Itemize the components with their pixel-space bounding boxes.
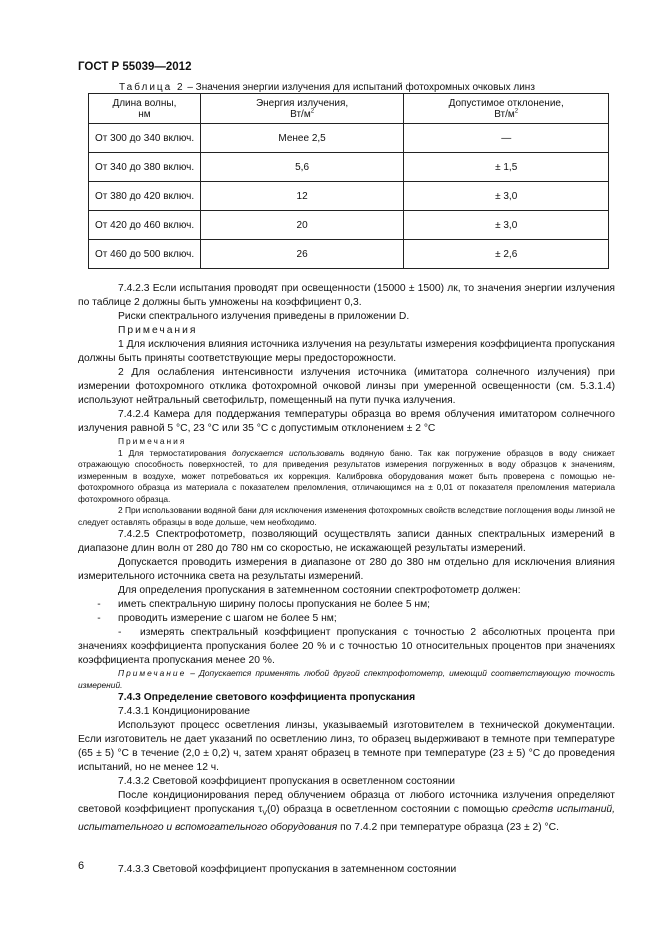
- cell-energy: Менее 2,5: [200, 124, 404, 153]
- cell-wavelength: От 340 до 380 включ.: [89, 153, 201, 182]
- table-row: [89, 182, 609, 211]
- cell-tolerance: ± 1,5: [404, 153, 609, 182]
- paragraph-7-4-3-2: После кондиционирования перед облучением образца от любого источника излучения определяют световой коэффициент пропускания $\tau_V(0)$ образца в осветленном состоянии с помощью средств испытаний, испытательного и вспомогательного оборудования по 7.4.2 при температуре образца (23 ± 2) °С.: [78, 790, 616, 834]
- table-row: [89, 211, 609, 240]
- table-header-row: [89, 94, 609, 124]
- cell-wavelength: От 420 до 460 включ.: [89, 211, 201, 240]
- paragraph-7-4-3-1: Используют процесс осветления линзы, указываемый изготовителем в технической документации. Если изготовитель не дает указаний по осветлению линз, то образец выдерживают в темноте при температуре (65 ± 5) °С в течение (2,0 ± 0,2) ч, затем хранят образец в темноте при температуре (23 ± 5) °С до проведения испытаний, но не менее 12 ч.: [78, 720, 615, 773]
- paragraph-7-4-2-5: 7.4.2.5 Спектрофотометр, позволяющий осуществлять записи данных спектральных измерений в диапазоне длин волн от 280 до 780 нм со скоростью, не искажающей результаты измерений.: [78, 529, 615, 554]
- heading-7-4-3-2: 7.4.3.2 Световой коэффициент пропускания в осветленном состоянии: [118, 776, 456, 787]
- radiation-energy-table: [88, 93, 609, 269]
- cell-wavelength: От 380 до 420 включ.: [89, 182, 201, 211]
- cell-tolerance: ± 2,6: [404, 240, 609, 269]
- note-2: 2 Для ослабления интенсивности излучения источника (имитатора солнечного излучения) при измерении фотохромного отклика фотохромной очковой линзы при умеренной освещенности (см. 5.3.1.4) используют нейтральный светофильтр, помещенный на пути пучка излучения.: [78, 367, 615, 406]
- table-caption: [119, 82, 535, 93]
- cell-tolerance: ± 3,0: [404, 211, 609, 240]
- paragraph-dark-state: Для определения пропускания в затемненном состоянии спектрофотометр должен:: [118, 585, 521, 596]
- table-caption-text: – Значения энергии излучения для испытаний фотохромных очковых линз: [184, 82, 535, 93]
- heading-7-4-3-3: 7.4.3.3 Световой коэффициент пропускания в затемненном состоянии: [118, 864, 457, 876]
- paragraph-risks: Риски спектрального излучения приведены в приложении D.: [118, 311, 410, 322]
- paragraph-allowed-range: Допускается проводить измерения в диапазоне от 280 до 380 нм отдельно для исключения влияния измерительного источника света на результаты измерений.: [78, 557, 615, 582]
- cell-energy: 12: [200, 182, 404, 211]
- paragraph-7-4-2-4: 7.4.2.4 Камера для поддержания температуры образца во время облучения имитатором солнечного излучения равной 5 °С, 23 °С или 35 °С с допустимым отклонением ± 2 °С: [78, 409, 615, 434]
- paragraph-7-4-2-3: 7.4.2.3 Если испытания проводят при освещенности (15000 ± 1500) лк, то значения энергии излучения по таблице 2 должны быть умножены на коэффициент 0,3.: [78, 283, 615, 308]
- column-header-tolerance: Допустимое отклонение, $Вт/м^2$: [404, 94, 609, 124]
- table-caption-prefix: Таблица 2: [119, 82, 185, 93]
- cell-energy: 5,6: [200, 153, 404, 182]
- table-row: [89, 240, 609, 269]
- table-row: [89, 153, 609, 182]
- note-1: 1 Для исключения влияния источника излучения на результаты измерения коэффициента пропускания должны быть приняты соответствующие меры предосторожности.: [78, 339, 615, 364]
- column-header-wavelength: Длина волны, нм: [89, 94, 201, 124]
- heading-7-4-3-1: 7.4.3.1 Кондиционирование: [118, 706, 251, 717]
- notes-title-small: Примечания: [118, 436, 187, 446]
- notes-title: Примечания: [118, 325, 198, 336]
- standard-header: ГОСТ Р 55039—2012: [78, 61, 192, 73]
- small-note-2: 2 При использовании водяной бани для исключения изменения фотохромных свойств вследствие поглощения воды линзой не следует оставлять образцы в воде дольше, чем необходимо.: [78, 505, 615, 527]
- cell-energy: 20: [200, 211, 404, 240]
- list-item-3: - измерять спектральный коэффициент пропускания с точностью 2 абсолютных процента при значениях коэффициента пропускания более 20 % и с точностью 10 относительных процентов при значениях коэффициента пропускания менее 20 %.: [78, 627, 615, 666]
- cell-energy: 26: [200, 240, 404, 269]
- cell-wavelength: От 460 до 500 включ.: [89, 240, 201, 269]
- heading-7-4-3: 7.4.3 Определение светового коэффициента пропускания: [118, 692, 416, 703]
- italic-note: Примечание – Допускается применять любой другой спектрофотометр, имеющий соответствующую точность измерений.: [78, 668, 615, 690]
- document-body: [78, 282, 615, 877]
- cell-tolerance: ± 3,0: [404, 182, 609, 211]
- cell-tolerance: —: [404, 124, 609, 153]
- page-number: 6: [78, 860, 85, 872]
- cell-wavelength: От 300 до 340 включ.: [89, 124, 201, 153]
- list-item: - проводить измерение с шагом не более 5 нм;: [97, 613, 337, 624]
- table-row: [89, 124, 609, 153]
- small-note-1: 1 Для термостатирования допускается использовать водяную баню. Так как погружение образцов в воду снижает отражающую способность поверхностей, то для приведения результатов измерения погруженных в воду образцов к значениям, измеренным в воздухе, может потребоваться их коррекция. Калибровка оборудования может быть проверена с помощью не-фотохромного образца из материала с показателем преломления, отличающимся на ± 0,01 от показателя преломления материала фотохромного образца.: [78, 447, 615, 504]
- column-header-energy: Энергия излучения, $Вт/м^2$: [200, 94, 404, 124]
- list-item: - иметь спектральную ширину полосы пропускания не более 5 нм;: [97, 599, 431, 610]
